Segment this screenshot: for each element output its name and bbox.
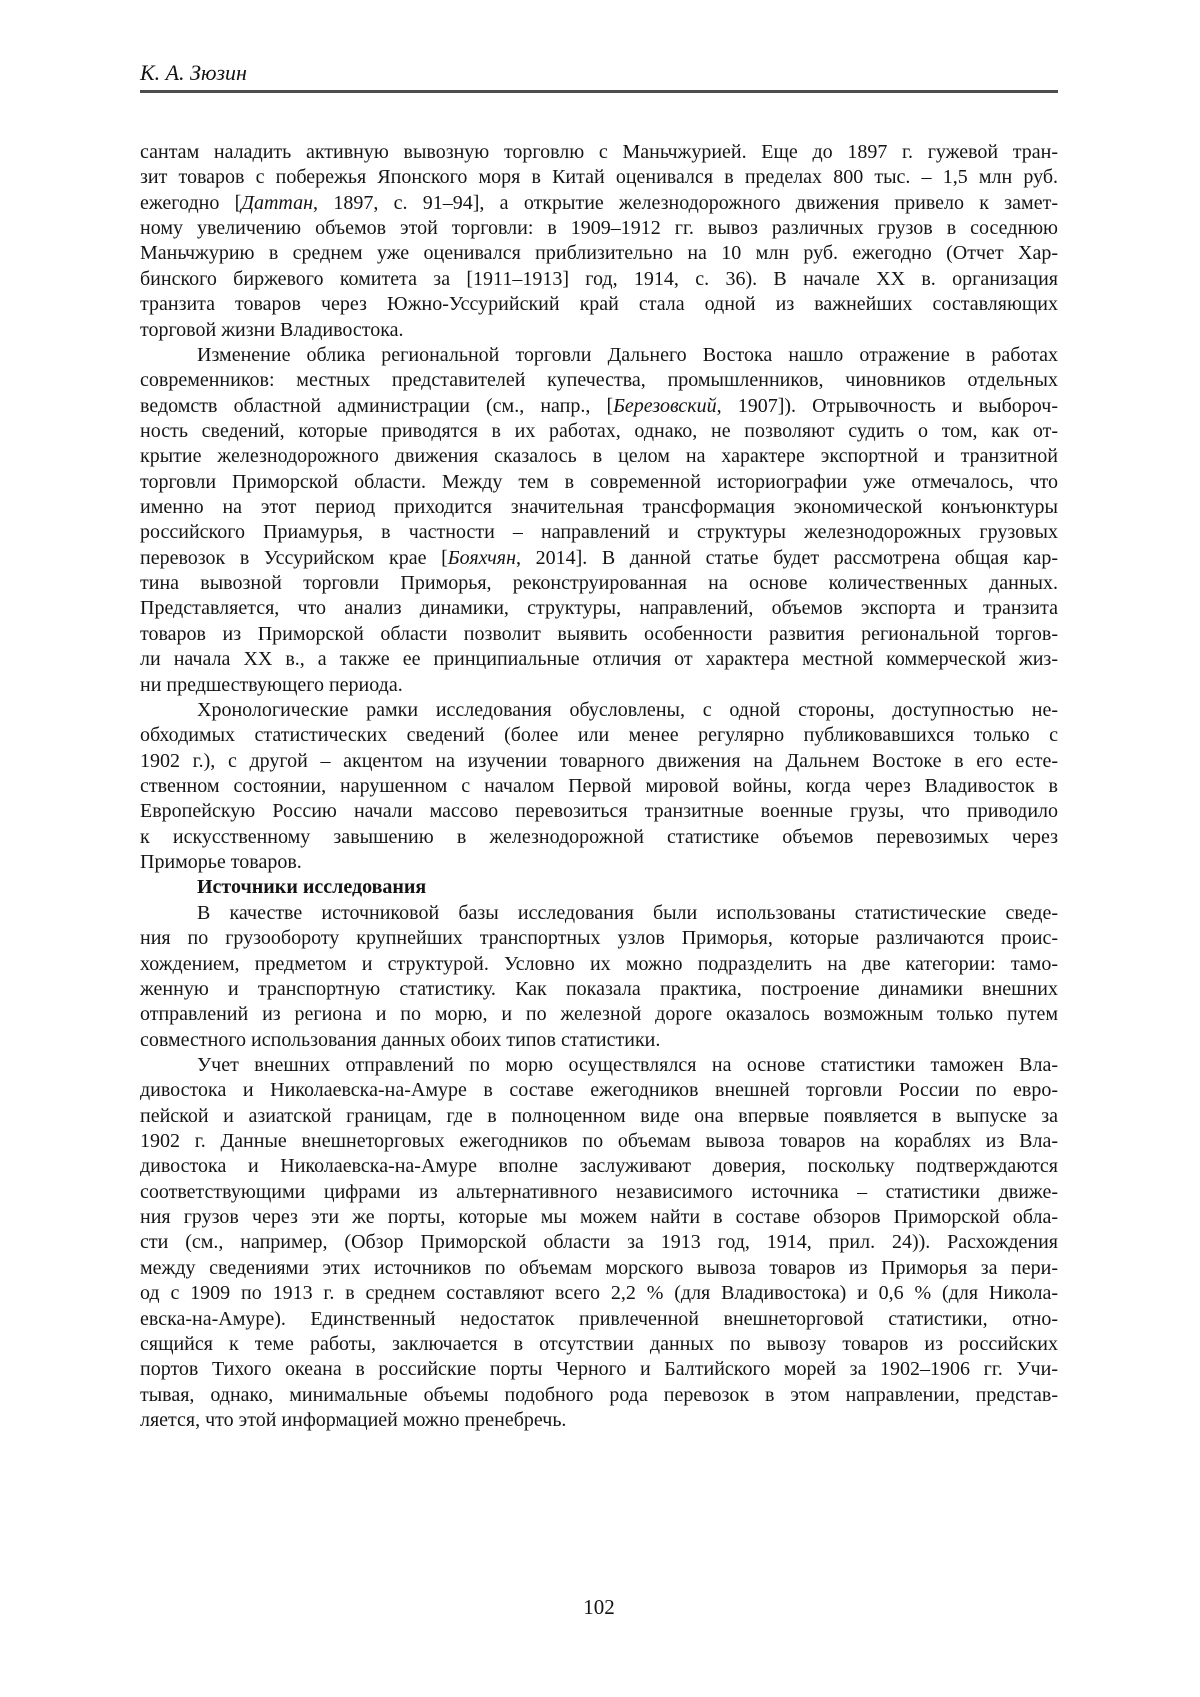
text-line: женную и транспортную статистику. Как показала практика, построение динамики внешних	[140, 977, 1058, 1000]
text-line: ния грузов через эти же порты, которые мы можем найти в составе обзоров Приморской обла-	[140, 1206, 1058, 1229]
text-line: ли начала XX в., а также ее принципиальные отличия от характера местной коммерческой жиз-	[140, 648, 1058, 671]
text-line: зит товаров с побережья Японского моря в Китай оценивался в пределах 800 тыс. – 1,5 млн руб.	[140, 166, 1058, 189]
text-line: дивостока и Николаевска-на-Амуре вполне заслуживают доверия, поскольку подтверждаются	[140, 1155, 1058, 1178]
text-line: между сведениями этих источников по объемам морского вывоза товаров из Приморья за пери-	[140, 1256, 1058, 1279]
text-line: ведомств областной администрации (см., напр., [Березовский, 1907]). Отрывочность и выбороч-	[140, 394, 1058, 417]
text-line: крытие железнодорожного движения сказалось в целом на характере экспортной и транзитной	[140, 445, 1058, 468]
text-line: 1902 г.), с другой – акцентом на изучении товарного движения на Дальнем Востоке в его есте-	[140, 749, 1058, 772]
text-line: бинского биржевого комитета за [1911–1913] год, 1914, с. 36). В начале XX в. организация	[140, 267, 1058, 290]
text-line: портов Тихого океана в российские порты Черного и Балтийского морей за 1902–1906 гг. Учи-	[140, 1358, 1058, 1381]
text-line: Приморье товаров.	[140, 851, 302, 874]
citation-author: Бояхчян	[447, 546, 516, 569]
text-line: современников: местных представителей купечества, промышленников, чиновников отдельных	[140, 369, 1058, 392]
text-line: сти (см., например, (Обзор Приморской области за 1913 год, 1914, прил. 24)). Расхождения	[140, 1231, 1058, 1254]
text-line: товаров из Приморской области позволит выявить особенности развития региональной торгов-	[140, 622, 1058, 645]
text-line: ляется, что этой информацией можно пренебречь.	[140, 1408, 567, 1431]
text-line: соответствующими цифрами из альтернативного независимого источника – статистики движе-	[140, 1180, 1058, 1203]
text-line: дивостока и Николаевска-на-Амуре в составе ежегодников внешней торговли России по евро-	[140, 1079, 1058, 1102]
header-rule	[140, 90, 1058, 93]
text-line: тина вывозной торговли Приморья, реконструированная на основе количественных данных.	[140, 572, 1058, 595]
text-line: транзита товаров через Южно-Уссурийский край стала одной из важнейших составляющих	[140, 293, 1058, 316]
text-line: Представляется, что анализ динамики, структуры, направлений, объемов экспорта и транзита	[140, 597, 1058, 620]
page-footer	[140, 1595, 1058, 1620]
text-line: ни предшествующего периода.	[140, 673, 403, 696]
citation-author: Березовский	[613, 394, 717, 417]
text-line: тывая, однако, минимальные объемы подобного рода перевозок в этом направлении, представ-	[140, 1383, 1058, 1406]
text-line: торговой жизни Владивостока.	[140, 318, 404, 341]
text-line: перевозок в Уссурийском крае [Бояхчян, 2014]. В данной статье будет рассмотрена общая кар-	[140, 546, 1058, 569]
text-line: именно на этот период приходится значительная трансформация экономической конъюнктуры	[140, 496, 1058, 519]
paragraph	[140, 1053, 1058, 1433]
author-name: К. А. Зюзин	[140, 60, 247, 85]
running-header	[140, 60, 1058, 86]
text-line: хождением, предметом и структурой. Условно их можно подразделить на две категории: тамо-	[140, 952, 1058, 975]
page-number: 102	[583, 1595, 615, 1619]
article-body	[140, 140, 1058, 1433]
paragraph	[140, 901, 1058, 1053]
text-line: Европейскую Россию начали массово перевозиться транзитные военные грузы, что приводило	[140, 800, 1058, 823]
text-line: ежегодно [Даттан, 1897, с. 91–94], а открытие железнодорожного движения привело к замет-	[140, 191, 1058, 214]
text-line: пейской и азиатской границам, где в полноценном виде она впервые появляется в выпуске за	[140, 1104, 1058, 1127]
section-heading-text: Источники исследования	[197, 876, 427, 899]
paragraph	[140, 343, 1058, 698]
text-line: Изменение облика региональной торговли Дальнего Востока нашло отражение в работах	[197, 343, 1058, 366]
text-line: Хронологические рамки исследования обусловлены, с одной стороны, доступностью не-	[197, 698, 1058, 721]
text-line: российского Приамурья, в частности – направлений и структуры железнодорожных грузовых	[140, 521, 1058, 544]
text-line: ному увеличению объемов этой торговли: в 1909–1912 гг. вывоз различных грузов в соседнюю	[140, 217, 1058, 240]
section-heading	[140, 875, 1058, 900]
text-line: од с 1909 по 1913 г. в среднем составляют всего 2,2 % (для Владивостока) и 0,6 % (для Никола-	[140, 1282, 1058, 1305]
text-line: торговли Приморской области. Между тем в современной историографии уже отмечалось, что	[140, 470, 1058, 493]
text-line: обходимых статистических сведений (более или менее регулярно публиковавшихся только с	[140, 724, 1058, 747]
text-line: ственном состоянии, нарушенном с началом Первой мировой войны, когда через Владивосток в	[140, 774, 1058, 797]
text-line: ность сведений, которые приводятся в их работах, однако, не позволяют судить о том, как от-	[140, 419, 1058, 442]
text-line: совместного использования данных обоих типов статистики.	[140, 1028, 661, 1051]
paragraph	[140, 140, 1058, 343]
text-line: евска-на-Амуре). Единственный недостаток привлеченной внешнеторговой статистики, отно-	[140, 1307, 1058, 1330]
paragraph	[140, 698, 1058, 876]
text-line: сантам наладить активную вывозную торговлю с Маньчжурией. Еще до 1897 г. гужевой тран-	[140, 141, 1058, 163]
text-line: сящийся к теме работы, заключается в отсутствии данных по вывозу товаров из российских	[140, 1332, 1058, 1355]
citation-author: Даттан	[241, 191, 314, 214]
text-line: Маньчжурию в среднем уже оценивался приблизительно на 10 млн руб. ежегодно (Отчет Хар-	[140, 242, 1058, 265]
text-line: 1902 г. Данные внешнеторговых ежегодников по объемам вывоза товаров на кораблях из Вла-	[140, 1130, 1058, 1153]
text-line: к искусственному завышению в железнодорожной статистике объемов перевозимых через	[140, 825, 1058, 848]
text-line: Учет внешних отправлений по морю осуществлялся на основе статистики таможен Вла-	[197, 1053, 1058, 1076]
text-line: отправлений из региона и по морю, и по железной дороге оказалось возможным только путем	[140, 1003, 1058, 1026]
text-line: В качестве источниковой базы исследования были использованы статистические сведе-	[197, 901, 1058, 924]
text-line: ния по грузообороту крупнейших транспортных узлов Приморья, которые различаются проис-	[140, 927, 1058, 950]
